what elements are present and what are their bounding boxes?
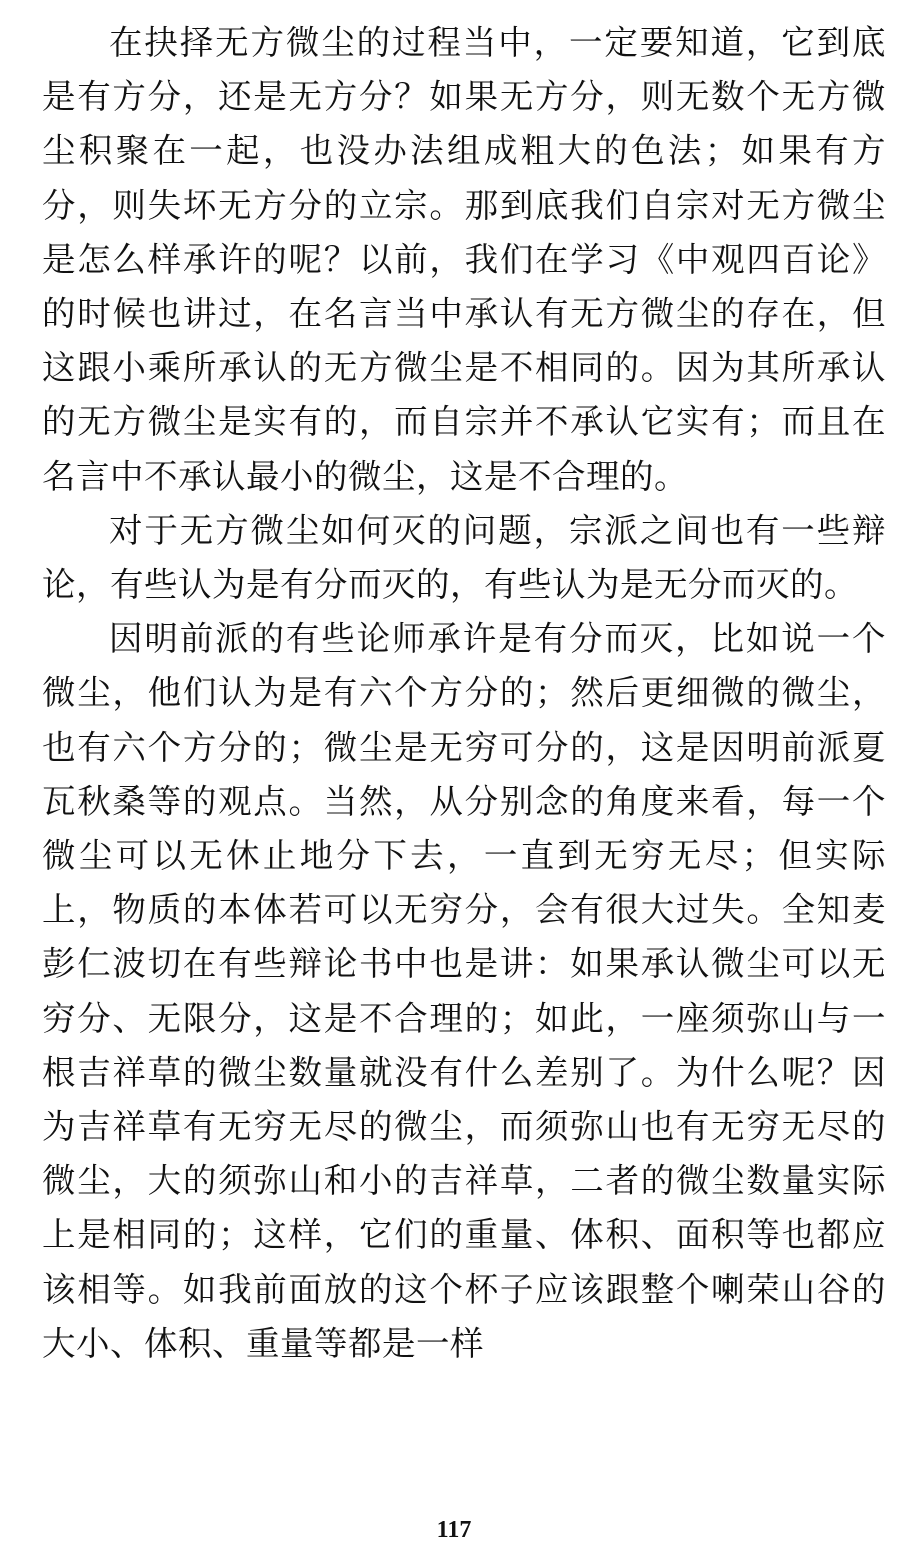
page-number: 117 [436, 1517, 472, 1543]
paragraph-1: 在抉择无方微尘的过程当中，一定要知道，它到底是有方分，还是无方分？如果无方分，则无数个无方微尘积聚在一起，也没办法组成粗大的色法；如果有方分，则失坏无方分的立宗。那到底我们自宗对无方微尘是怎么样承许的呢？以前，我们在学习《中观四百论》的时候也讲过，在名言当中承认有无方微尘的存在，但这跟小乘所承认的无方微尘是不相同的。因为其所承认的无方微尘是实有的，而自宗并不承认它实有；而且在名言中不承认最小的微尘，这是不合理的。 [42, 23, 886, 496]
page-body [42, 16, 886, 1371]
paragraph-2: 对于无方微尘如何灭的问题，宗派之间也有一些辩论，有些认为是有分而灭的，有些认为是无分而灭的。 [42, 510, 886, 605]
paragraph-3: 因明前派的有些论师承许是有分而灭，比如说一个微尘，他们认为是有六个方分的；然后更细微的微尘，也有六个方分的；微尘是无穷可分的，这是因明前派夏瓦秋桑等的观点。当然，从分别念的角度来看，每一个微尘可以无休止地分下去，一直到无穷无尽；但实际上，物质的本体若可以无穷分，会有很大过失。全知麦彭仁波切在有些辩论书中也是讲：如果承认微尘可以无穷分、无限分，这是不合理的；如此，一座须弥山与一根吉祥草的微尘数量就没有什么差别了。为什么呢？因为吉祥草有无穷无尽的微尘，而须弥山也有无穷无尽的微尘，大的须弥山和小的吉祥草，二者的微尘数量实际上是相同的；这样，它们的重量、体积、面积等也都应该相等。如我前面放的这个杯子应该跟整个喇荣山谷的大小、体积、重量等都是一样 [42, 619, 886, 1363]
